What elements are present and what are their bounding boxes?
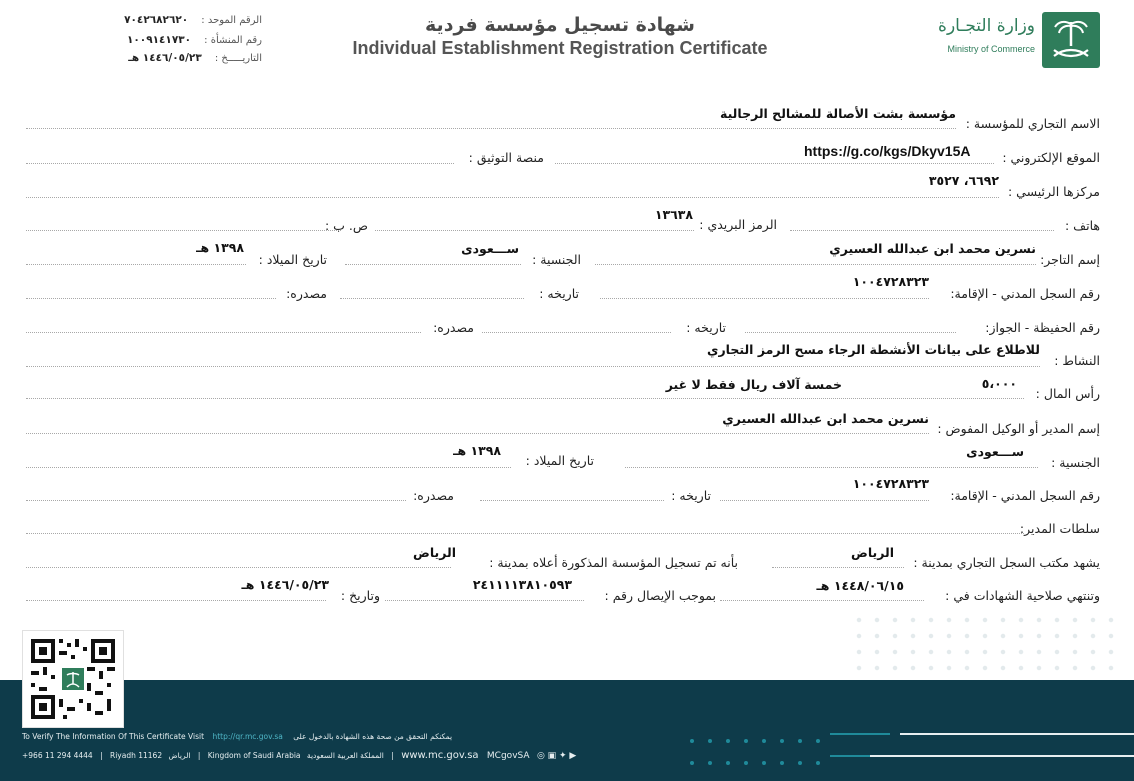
verify-ar: يمكنكم التحقق من صحة هذه الشهادة بالدخول على <box>293 732 453 741</box>
birth-label: تاريخ الميلاد : <box>258 252 327 267</box>
birth: ١٣٩٨ هـ <box>196 240 244 255</box>
divider <box>26 163 454 164</box>
divider <box>26 264 246 265</box>
passport-label: رقم الحفيظة - الجواز: <box>985 320 1100 335</box>
footer-handle: MCgovSA <box>486 751 530 761</box>
divider <box>340 298 524 299</box>
footer-kingdom-ar: المملكة العربية السعودية <box>306 751 384 760</box>
footer-riyadh: Riyadh 11162 <box>110 751 163 760</box>
title-ar: شهادة تسجيل مؤسسة فردية <box>425 14 695 36</box>
capital: ٥،٠٠٠ <box>981 376 1017 391</box>
expiry-label: وتنتهي صلاحية الشهادات في : <box>945 588 1100 603</box>
civil-date-label: تاريخه : <box>539 286 579 301</box>
manager-powers-label: سلطات المدير: <box>1019 521 1100 536</box>
divider <box>480 500 664 501</box>
merchant-label: إسم التاجر: <box>1040 252 1100 267</box>
unified-number: ٧٠٤٢٦٨٢٦٢٠ <box>124 14 189 26</box>
civil-label: رقم السجل المدني - الإقامة: <box>950 286 1100 301</box>
establishment-number: ١٠٠٩١٤١٧٣٠ <box>126 34 192 46</box>
footer-stripe <box>830 733 890 735</box>
divider <box>600 298 929 299</box>
divider <box>385 600 584 601</box>
civil-source-label: مصدره: <box>286 286 327 301</box>
capital-label: رأس المال : <box>1035 386 1100 401</box>
divider <box>26 298 276 299</box>
pobox-label: ص. ب : <box>324 218 368 233</box>
divider <box>26 467 511 468</box>
divider <box>26 500 406 501</box>
divider <box>26 600 326 601</box>
divider <box>26 332 421 333</box>
capital-words: خمسة آلاف ريال فقط لا غير <box>665 377 842 392</box>
expiry: ١٤٤٨/٠٦/١٥ هـ <box>816 578 904 593</box>
contact-line: +966 11 294 4444 | Riyadh 11162 الرياض | Kingdom of Saudi Arabia المملكة العربية السعودية | www.mc.gov.sa MCgovSA ◎ ▣ ✦ ▶ <box>22 750 577 761</box>
divider <box>745 332 956 333</box>
ministry-logo <box>930 12 1105 70</box>
manager-birth: ١٣٩٨ هـ <box>453 443 501 458</box>
divider <box>790 230 1054 231</box>
and-date: ١٤٤٦/٠٥/٢٣ هـ <box>241 577 329 592</box>
footer-stripe <box>870 755 1134 757</box>
divider <box>482 332 671 333</box>
footer-dot-pattern <box>690 728 834 747</box>
establishment-number-label: رقم المنشأة : <box>204 35 262 46</box>
social-icons[interactable]: ◎ ▣ ✦ ▶ <box>536 751 577 761</box>
establishment-number-row <box>127 28 262 47</box>
manager: نسرين محمد ابن عبدالله العسيري <box>722 411 929 426</box>
website-label: الموقع الإلكتروني : <box>1002 150 1100 165</box>
certifies-label: يشهد مكتب السجل التجاري بمدينة : <box>913 555 1100 570</box>
phone-label: هاتف : <box>1064 218 1100 233</box>
divider <box>26 128 956 129</box>
unified-number-label: الرقم الموحد : <box>201 15 262 26</box>
website: https://g.co/kgs/Dkyv15A <box>804 143 971 159</box>
footer-riyadh-ar: الرياض <box>168 751 191 760</box>
header-date: ١٤٤٦/٠٥/٢٣ هـ <box>128 52 202 64</box>
trade-name-label: الاسم التجاري للمؤسسة : <box>965 116 1100 131</box>
certifies-city: الرياض <box>851 545 894 560</box>
footer-website[interactable]: www.mc.gov.sa <box>401 750 479 761</box>
hq-label: مركزها الرئيسي : <box>1008 184 1100 199</box>
title-block <box>340 14 780 59</box>
verify-en: To Verify The Information Of This Certificate Visit <box>22 732 205 741</box>
header-date-row <box>128 46 262 65</box>
auth-platform-label: منصة التوثيق : <box>468 150 544 165</box>
and-date-label: وتاريخ : <box>340 588 380 603</box>
header-date-label: التاريـــــخ : <box>214 53 262 64</box>
passport-date-label: تاريخه : <box>686 320 726 335</box>
divider <box>26 197 999 198</box>
ministry-name-en: Ministry of Commerce <box>947 44 1035 54</box>
receipt: ٢٤١١١١٣٨١٠٥٩٣ <box>472 577 572 592</box>
divider <box>26 398 1024 399</box>
divider <box>345 264 521 265</box>
divider <box>26 567 451 568</box>
divider <box>26 230 341 231</box>
footer-phone: +966 11 294 4444 <box>22 751 93 760</box>
manager-nationality: ســـعودى <box>966 444 1024 459</box>
divider <box>595 264 1036 265</box>
manager-civil-label: رقم السجل المدني - الإقامة: <box>950 488 1100 503</box>
postal-label: الرمز البريدي : <box>699 217 777 232</box>
unified-number-row <box>124 8 262 27</box>
footer-stripe <box>900 733 1134 735</box>
nationality-label: الجنسية : <box>532 252 581 267</box>
activity: للاطلاع على بيانات الأنشطة الرجاء مسح الرمز التجاري <box>707 342 1040 357</box>
manager-civil: ١٠٠٤٧٢٨٣٢٣ <box>852 476 929 491</box>
verify-line <box>22 732 452 741</box>
qr-code[interactable] <box>22 630 124 728</box>
footer-kingdom: Kingdom of Saudi Arabia <box>207 751 301 760</box>
civil: ١٠٠٤٧٢٨٣٢٣ <box>852 274 929 289</box>
divider <box>720 600 924 601</box>
registered-label: بأنه تم تسجيل المؤسسة المذكورة أعلاه بمدينة : <box>489 555 738 570</box>
activity-label: النشاط : <box>1054 353 1100 368</box>
divider <box>720 500 929 501</box>
qr-code-icon <box>23 631 123 727</box>
divider <box>26 433 929 434</box>
manager-civil-date-label: تاريخه : <box>671 488 711 503</box>
palm-swords-icon <box>1042 12 1100 68</box>
trade-name: مؤسسة بشت الأصالة للمشالح الرجالية <box>720 106 956 121</box>
divider <box>26 533 1024 534</box>
divider <box>625 467 1038 468</box>
hq: ٦٦٩٢، ٣٥٢٧ <box>928 173 999 188</box>
postal: ١٣٦٣٨ <box>654 207 693 222</box>
manager-label: إسم المدير أو الوكيل المفوض : <box>937 421 1100 436</box>
divider <box>26 366 1040 367</box>
passport-source-label: مصدره: <box>433 320 474 335</box>
footer-dot-pattern <box>690 750 834 769</box>
registered-city: الرياض <box>413 545 456 560</box>
manager-civil-source-label: مصدره: <box>413 488 454 503</box>
ministry-name-ar: وزارة التجـارة <box>938 16 1035 36</box>
divider <box>555 163 994 164</box>
decorative-dots <box>850 612 1120 672</box>
footer <box>0 680 1134 781</box>
manager-birth-label: تاريخ الميلاد : <box>525 453 594 468</box>
merchant: نسرين محمد ابن عبدالله العسيري <box>829 241 1036 256</box>
manager-nationality-label: الجنسية : <box>1051 455 1100 470</box>
nationality: ســـعودى <box>461 241 519 256</box>
receipt-label: بموجب الإيصال رقم : <box>604 588 716 603</box>
divider <box>375 230 694 231</box>
verify-url[interactable]: http://qr.mc.gov.sa <box>212 732 283 741</box>
title-en: Individual Establishment Registration Certificate <box>352 38 768 58</box>
divider <box>772 567 904 568</box>
